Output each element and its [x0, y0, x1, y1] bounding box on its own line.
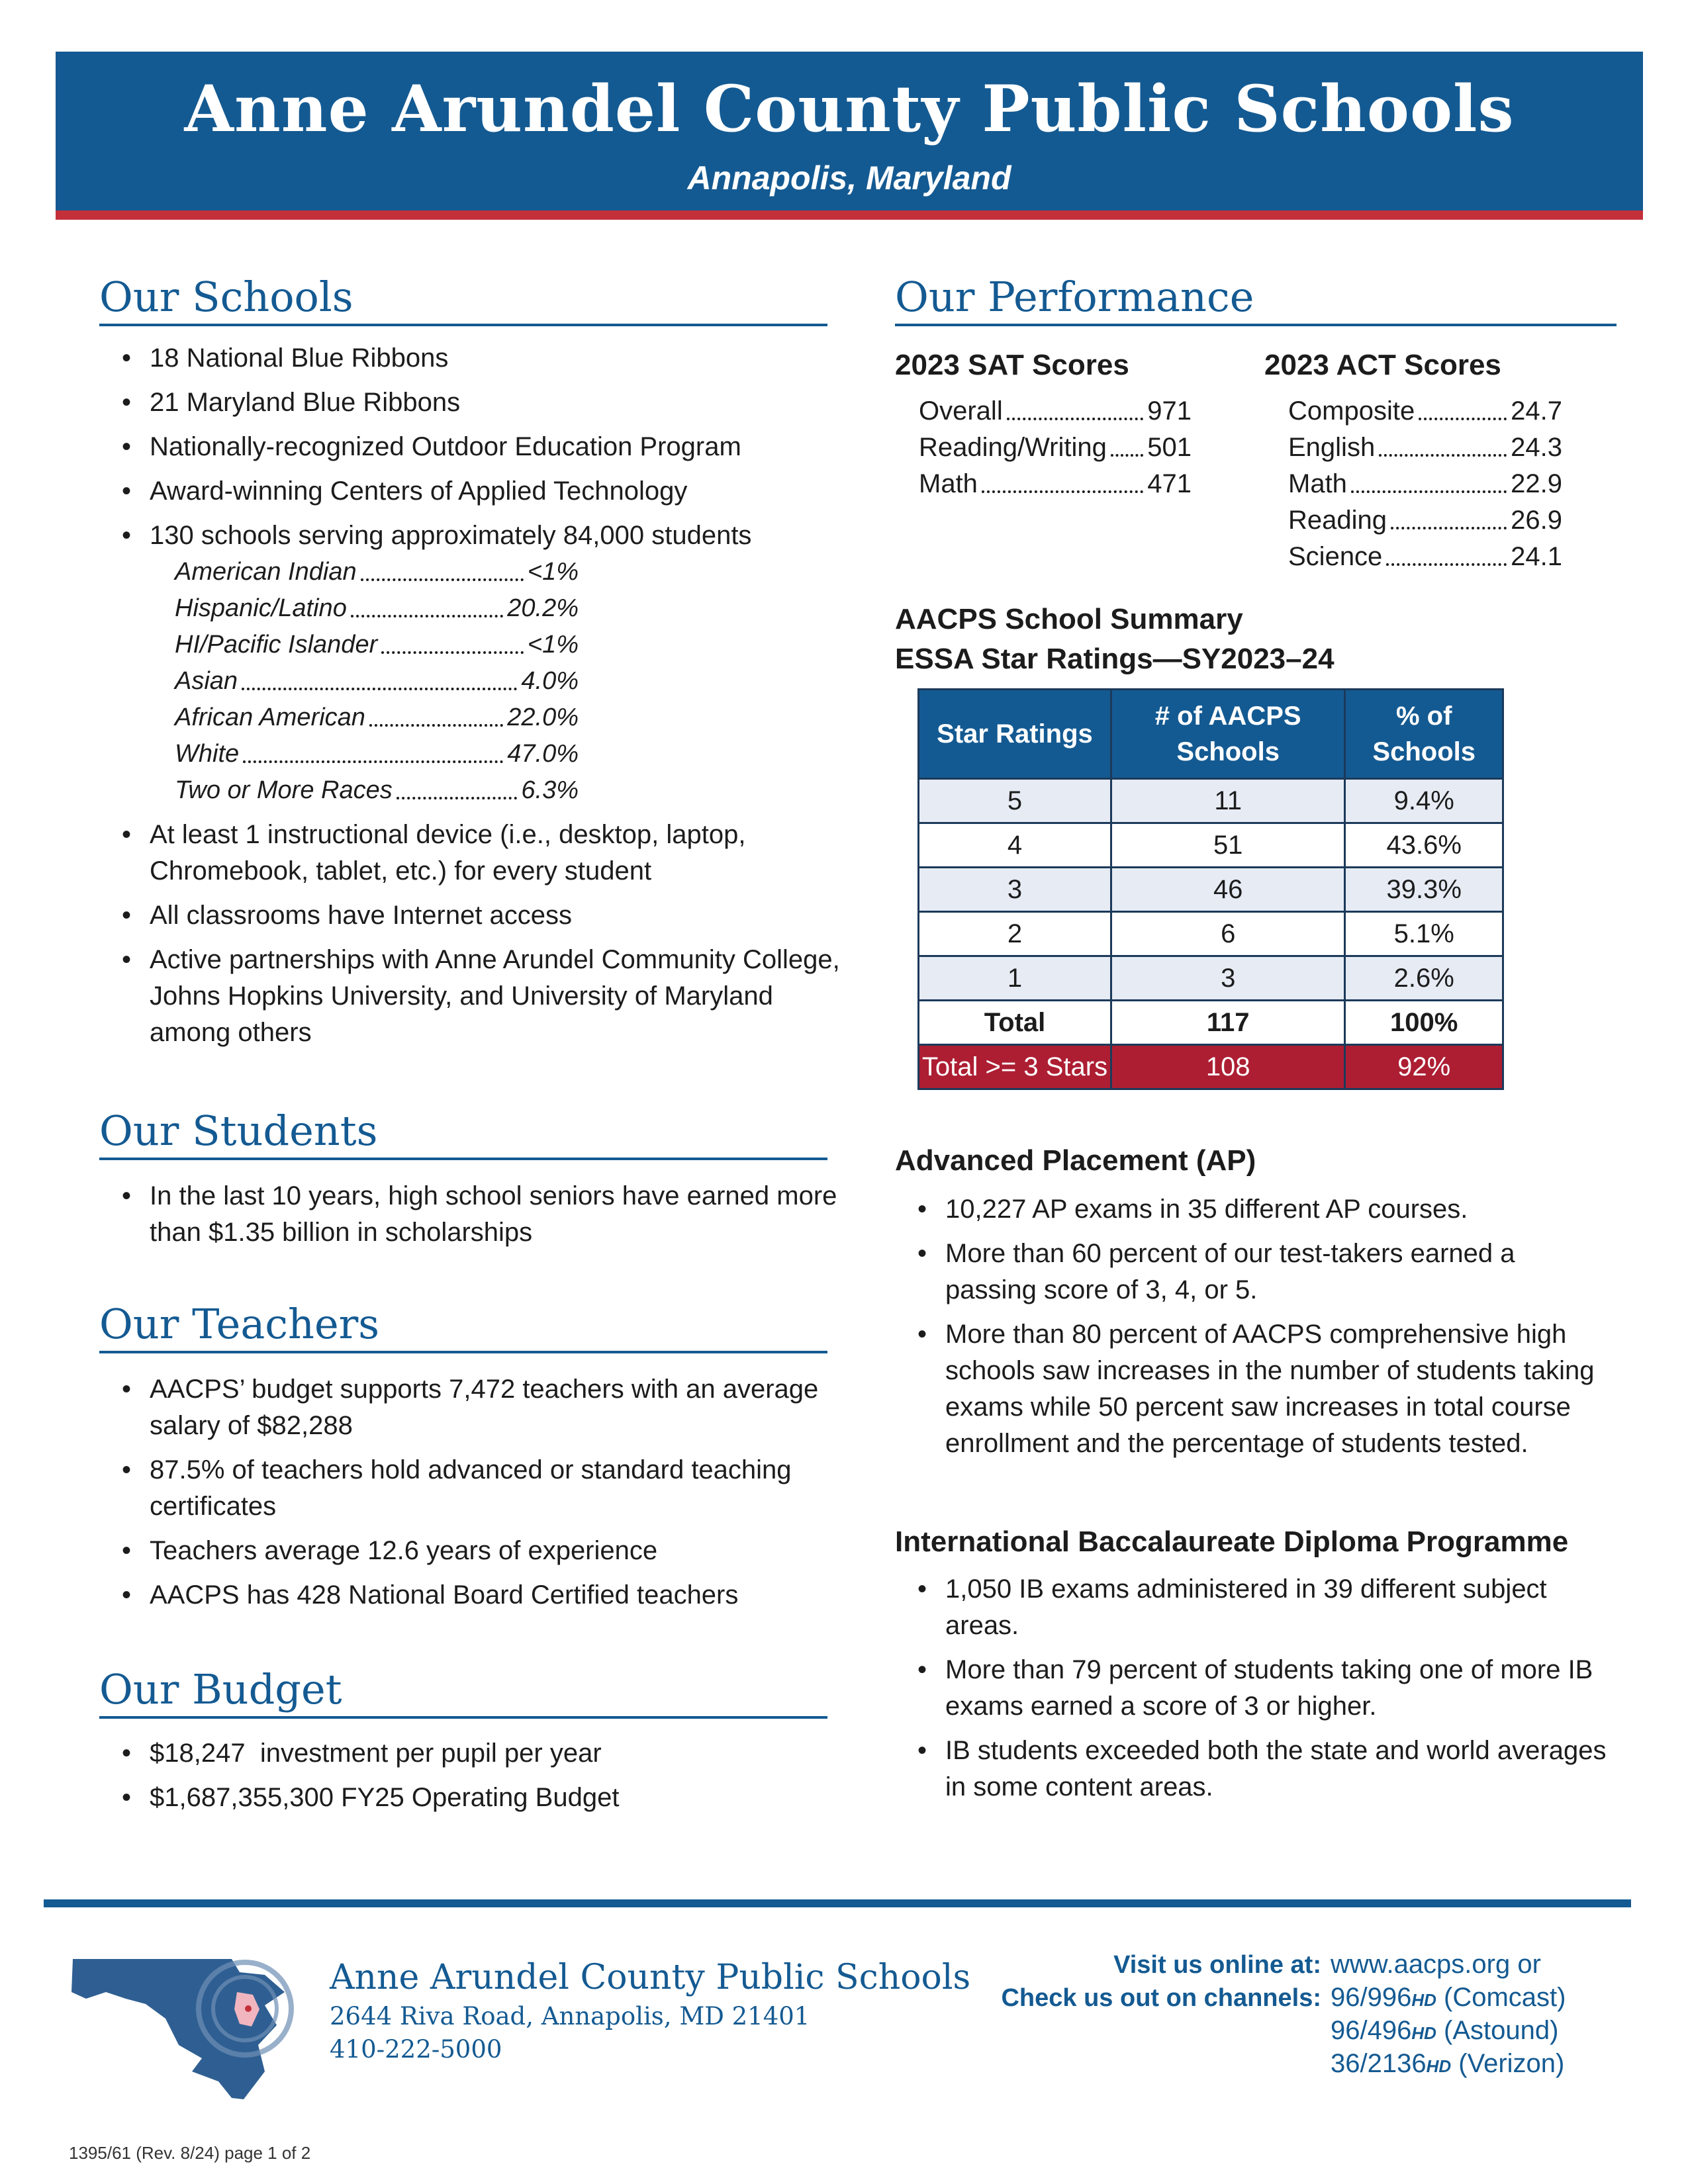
table-total-row — [919, 1001, 1503, 1045]
column-header: # of AACPS Schools — [1111, 690, 1344, 779]
channels-label: Check us out on channels: — [1001, 1984, 1321, 2012]
table-row — [919, 779, 1503, 823]
footer-divider — [44, 1899, 1631, 1907]
table-cell: 39.3% — [1345, 868, 1503, 912]
list-item: • 130 schools serving approximately 84,000 students American Indian <1% Hispanic/Latino 20.2% HI/Pacific Islander <1% Asian 4.0% African American 22.0% White 47.0% Two or More Races 6.3% — [99, 518, 841, 809]
teachers-list — [99, 1371, 841, 1621]
list-item: • In the last 10 years, high school seniors have earned more than $1.35 billion in scholarships — [99, 1178, 841, 1251]
table-cell: Total >= 3 Stars — [919, 1045, 1111, 1089]
demographic-row: HI/Pacific Islander <1% — [175, 627, 579, 663]
table-cell: 3 — [1111, 956, 1344, 1001]
list-item: • 1,050 IB exams administered in 39 different subject areas. — [895, 1571, 1623, 1644]
table-cell: 108 — [1111, 1045, 1344, 1089]
page-title: Anne Arundel County Public Schools — [184, 71, 1515, 146]
section-title-teachers: Our Teachers — [99, 1300, 827, 1353]
table-cell: 6 — [1111, 912, 1344, 956]
table-cell: 100% — [1345, 1001, 1503, 1045]
score-row: Science 24.1 — [1288, 539, 1562, 575]
table-header-row — [919, 690, 1503, 779]
score-row: Math 22.9 — [1288, 466, 1562, 502]
star-ratings-table — [917, 688, 1504, 1090]
demographic-row: Two or More Races 6.3% — [175, 772, 579, 809]
ap-list — [895, 1191, 1610, 1470]
section-title-students: Our Students — [99, 1107, 827, 1160]
table-cell: 5.1% — [1345, 912, 1503, 956]
demographics-list — [175, 554, 841, 809]
list-item: • AACPS has 428 National Board Certified teachers — [99, 1577, 841, 1614]
table-row — [919, 956, 1503, 1001]
list-item: • IB students exceeded both the state and world averages in some content areas. — [895, 1733, 1623, 1805]
table-cell: 51 — [1111, 823, 1344, 868]
list-item: • $18,247 investment per pupil per year — [99, 1735, 841, 1772]
list-item: • Award-winning Centers of Applied Technology — [99, 473, 841, 510]
schools-list — [99, 340, 841, 1059]
demographic-row: African American 22.0% — [175, 700, 579, 736]
channel-comcast: 96/996HD (Comcast) — [1331, 1983, 1566, 2012]
footer-address-block — [330, 2000, 810, 2066]
summary-subtitle: ESSA Star Ratings—SY2023–24 — [895, 643, 1335, 675]
ib-title: International Baccalaureate Diploma Programme — [895, 1525, 1569, 1558]
footer-address: 2644 Riva Road, Annapolis, MD 21401 — [330, 2002, 810, 2030]
channel-astound: 96/496HD (Astound) — [1331, 2016, 1559, 2045]
list-item: • $1,687,355,300 FY25 Operating Budget — [99, 1780, 841, 1816]
table-row — [919, 912, 1503, 956]
footer-org-name: Anne Arundel County Public Schools — [330, 1958, 971, 1997]
list-item: • Nationally-recognized Outdoor Education Program — [99, 429, 841, 465]
sat-scores — [919, 393, 1192, 502]
list-item: • At least 1 instructional device (i.e., desktop, laptop, Chromebook, tablet, etc.) for every student — [99, 817, 841, 889]
channel-verizon: 36/2136HD (Verizon) — [1331, 2049, 1565, 2078]
table-row — [919, 868, 1503, 912]
column-header: Star Ratings — [919, 690, 1111, 779]
ap-title: Advanced Placement (AP) — [895, 1144, 1256, 1177]
table-row — [919, 823, 1503, 868]
list-item: • 21 Maryland Blue Ribbons — [99, 385, 841, 421]
table-cell: 92% — [1345, 1045, 1503, 1089]
footer-phone: 410-222-5000 — [330, 2035, 502, 2064]
students-list — [99, 1178, 841, 1259]
summary-title: AACPS School Summary — [895, 603, 1243, 635]
visit-label: Visit us online at: — [1113, 1951, 1321, 1979]
document-code: 1395/61 (Rev. 8/24) page 1 of 2 — [69, 2143, 311, 2163]
table-cell: 43.6% — [1345, 823, 1503, 868]
score-row: Composite 24.7 — [1288, 393, 1562, 430]
table-cell: 5 — [919, 779, 1111, 823]
list-item: • Active partnerships with Anne Arundel Community College, Johns Hopkins University, and University of Maryland among others — [99, 942, 841, 1051]
column-header: % of Schools — [1345, 690, 1503, 779]
table-cell: 46 — [1111, 868, 1344, 912]
score-row: Overall 971 — [919, 393, 1192, 430]
demographic-row: Asian 4.0% — [175, 663, 579, 700]
score-row: Reading 26.9 — [1288, 502, 1562, 539]
table-cell: 3 — [919, 868, 1111, 912]
section-title-performance: Our Performance — [895, 273, 1617, 326]
header-accent-stripe — [56, 210, 1643, 220]
maryland-map-logo — [66, 1946, 331, 2111]
demographic-row: White 47.0% — [175, 736, 579, 772]
table-cell: 2 — [919, 912, 1111, 956]
page-subtitle: Annapolis, Maryland — [687, 159, 1011, 197]
section-title-budget: Our Budget — [99, 1665, 827, 1719]
sat-title: 2023 SAT Scores — [895, 349, 1129, 381]
demographic-row: American Indian <1% — [175, 554, 579, 590]
table-cell: 9.4% — [1345, 779, 1503, 823]
table-cell: Total — [919, 1001, 1111, 1045]
table-total-3-stars-row — [919, 1045, 1503, 1089]
table-cell: 2.6% — [1345, 956, 1503, 1001]
score-row: Reading/Writing 501 — [919, 430, 1192, 466]
list-item: • More than 80 percent of AACPS comprehensive high schools saw increases in the number of students taking exams while 50 percent saw increases in total course enrollment and the percentage of students tested. — [895, 1316, 1610, 1462]
list-item: • Teachers average 12.6 years of experience — [99, 1533, 841, 1569]
demographic-row: Hispanic/Latino 20.2% — [175, 590, 579, 627]
act-title: 2023 ACT Scores — [1264, 349, 1501, 381]
section-title-schools: Our Schools — [99, 273, 827, 326]
website-link[interactable]: www.aacps.org or — [1331, 1950, 1541, 1979]
table-cell: 1 — [919, 956, 1111, 1001]
list-item: • 18 National Blue Ribbons — [99, 340, 841, 377]
table-cell: 117 — [1111, 1001, 1344, 1045]
score-row: Math 471 — [919, 466, 1192, 502]
list-item: • More than 60 percent of our test-takers earned a passing score of 3, 4, or 5. — [895, 1236, 1610, 1308]
act-scores — [1288, 393, 1562, 575]
table-cell: 4 — [919, 823, 1111, 868]
budget-list — [99, 1735, 841, 1824]
list-item: • 87.5% of teachers hold advanced or standard teaching certificates — [99, 1452, 841, 1525]
table-cell: 11 — [1111, 779, 1344, 823]
list-item: • AACPS’ budget supports 7,472 teachers with an average salary of $82,288 — [99, 1371, 841, 1444]
list-item: • 10,227 AP exams in 35 different AP courses. — [895, 1191, 1610, 1228]
ib-list — [895, 1571, 1623, 1813]
list-item: • More than 79 percent of students taking one of more IB exams earned a score of 3 or higher. — [895, 1652, 1623, 1725]
score-row: English 24.3 — [1288, 430, 1562, 466]
list-item: • All classrooms have Internet access — [99, 897, 841, 934]
